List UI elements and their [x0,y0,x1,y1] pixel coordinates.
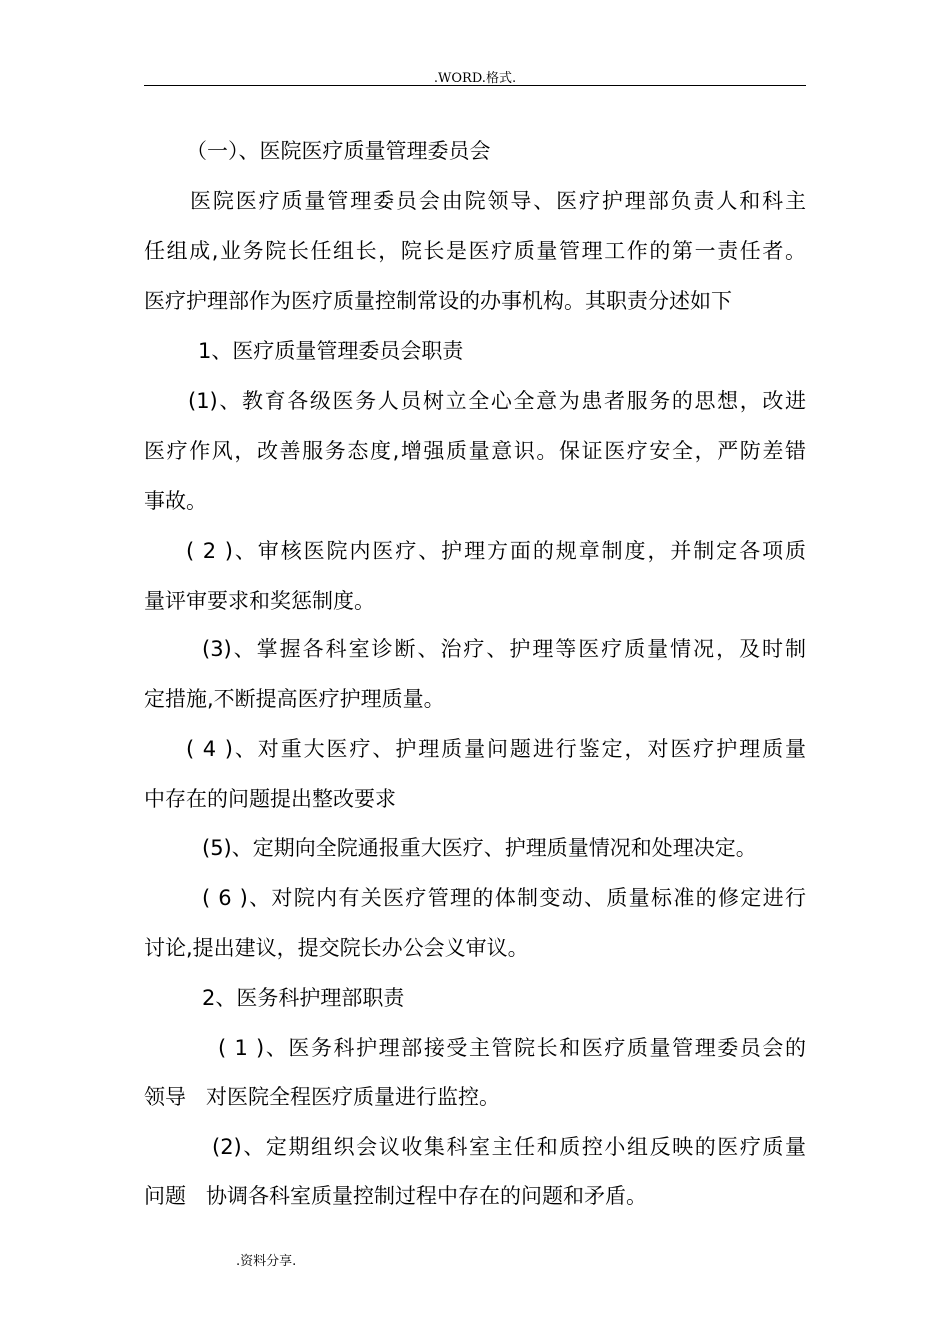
paragraph-line: 讨论,提出建议，提交院长办公会义审议。 [144,936,529,960]
paragraph-line: 医疗作风，改善服务态度,增强质量意识。保证医疗安全，严防差错 [144,439,806,463]
section-heading: （一）、医院医疗质量管理委员会 [186,139,491,163]
paragraph-line: 医疗护理部作为医疗质量控制常设的办事机构。其职责分述如下 [144,289,732,313]
paragraph-line: ( 2 )、审核医院内医疗、护理方面的规章制度，并制定各项质 [186,539,806,563]
page-footer: .资料分享. [236,1254,297,1269]
paragraph-line: 量评审要求和奖惩制度。 [144,589,375,613]
paragraph-line: (2)、定期组织会议收集科室主任和质控小组反映的医疗质量 [212,1135,806,1159]
paragraph-line: 中存在的问题提出整改要求 [144,787,396,811]
paragraph-line: 问题 协调各科室质量控制过程中存在的问题和矛盾。 [144,1184,648,1208]
paragraph-line: ( 4 )、对重大医疗、护理质量问题进行鉴定，对医疗护理质量 [186,737,806,761]
paragraph-line: 领导 对医院全程医疗质量进行监控。 [144,1085,501,1109]
paragraph-line: 任组成,业务院长任组长，院长是医疗质量管理工作的第一责任者。 [144,239,806,263]
paragraph-line: 定措施,不断提高医疗护理质量。 [144,687,445,711]
paragraph-line: (3)、掌握各科室诊断、治疗、护理等医疗质量情况，及时制 [202,637,806,661]
paragraph-line: (1)、教育各级医务人员树立全心全意为患者服务的思想，改进 [188,389,806,413]
subsection-heading: 2、医务科护理部职责 [202,986,405,1010]
header-text: .WORD.格式. [433,71,517,86]
paragraph-line: 事故。 [144,489,207,513]
paragraph-line: 医院医疗质量管理委员会由院领导、医疗护理部负责人和科主 [190,189,806,213]
header-rule [144,85,806,86]
paragraph-line: (5)、定期向全院通报重大医疗、护理质量情况和处理决定。 [202,836,757,860]
paragraph-line: ( 1 )、医务科护理部接受主管院长和医疗质量管理委员会的 [218,1036,806,1060]
subsection-heading: 1、医疗质量管理委员会职责 [198,339,464,363]
paragraph-line: ( 6 )、对院内有关医疗管理的体制变动、质量标准的修定进行 [202,886,806,910]
